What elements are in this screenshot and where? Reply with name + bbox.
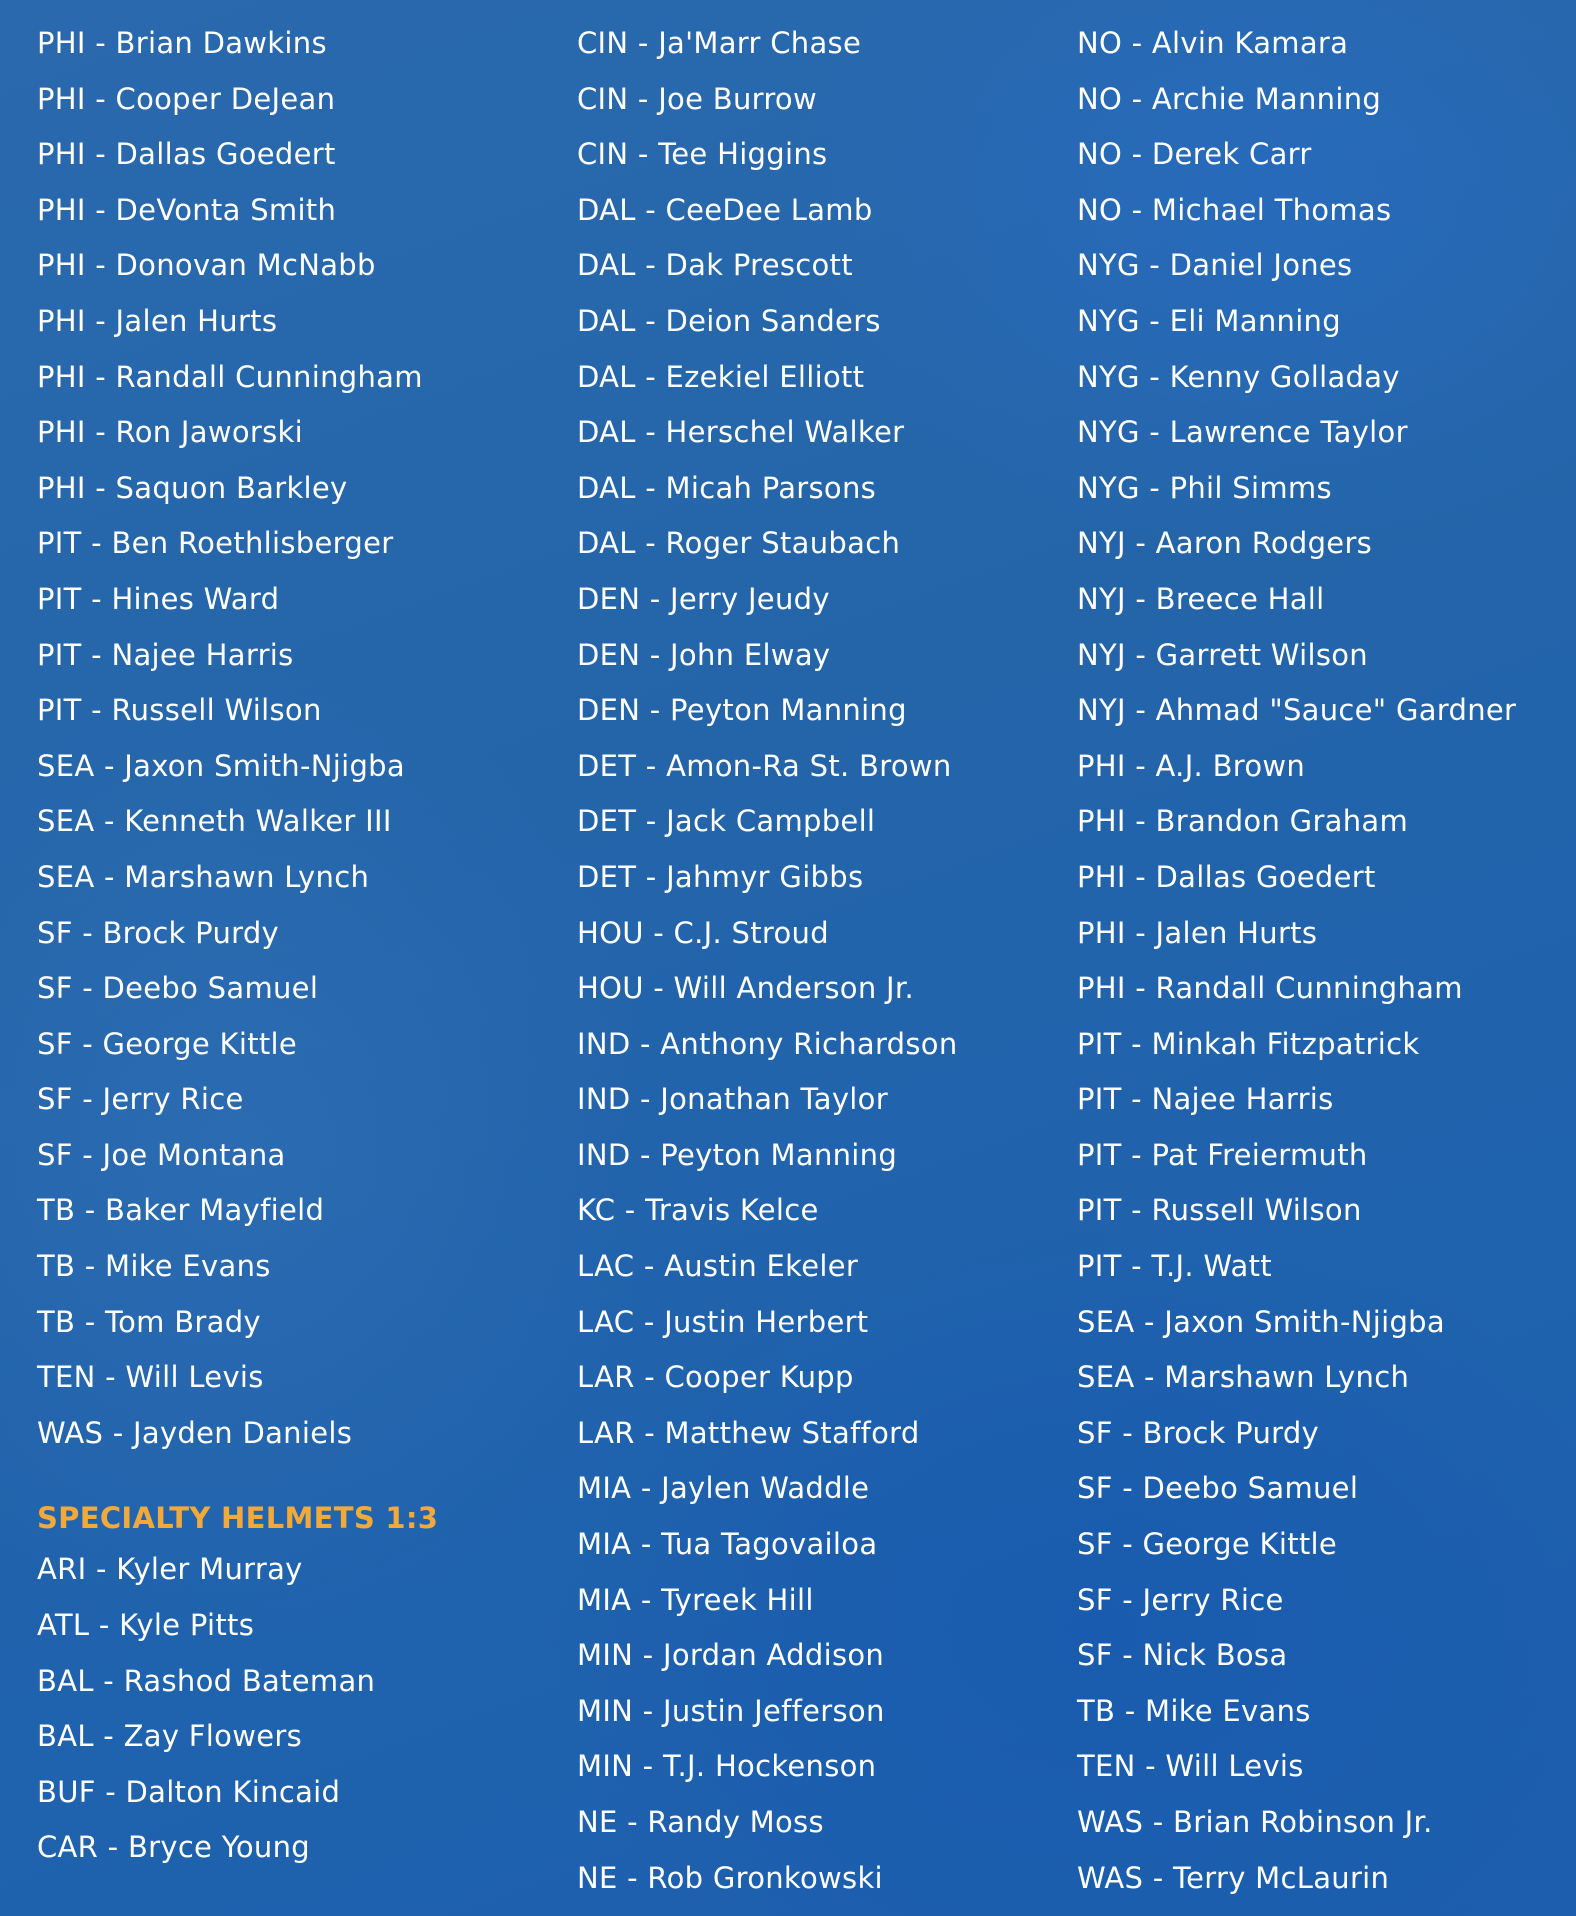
checklist-item: PIT - Najee Harris (1077, 1082, 1334, 1117)
checklist-item: MIA - Tua Tagovailoa (577, 1527, 878, 1562)
checklist-item: NO - Michael Thomas (1077, 192, 1392, 227)
checklist-item: DAL - Deion Sanders (577, 303, 881, 338)
checklist-item: DAL - Herschel Walker (577, 415, 905, 450)
checklist-item: TB - Mike Evans (37, 1249, 271, 1284)
checklist-item: DAL - CeeDee Lamb (577, 192, 873, 227)
checklist-column-1 (37, 16, 557, 1876)
checklist-item: NYJ - Aaron Rodgers (1077, 526, 1373, 561)
checklist-item: SEA - Jaxon Smith-Njigba (37, 748, 405, 783)
checklist-item: IND - Jonathan Taylor (577, 1082, 888, 1117)
checklist-column-2 (577, 16, 1057, 1906)
section-heading-specialty-helmets: SPECIALTY HELMETS 1:3 (37, 1501, 439, 1536)
checklist-item: SF - George Kittle (1077, 1527, 1338, 1562)
checklist-item: BUF - Dalton Kincaid (37, 1774, 341, 1809)
checklist-item: SF - Deebo Samuel (37, 971, 319, 1006)
checklist-item: MIA - Tyreek Hill (577, 1582, 814, 1617)
checklist-item: CIN - Joe Burrow (577, 81, 817, 116)
checklist-item: NE - Rob Gronkowski (577, 1860, 883, 1895)
checklist-item: IND - Anthony Richardson (577, 1026, 958, 1061)
checklist-item: DAL - Micah Parsons (577, 470, 877, 505)
checklist-item: PHI - Randall Cunningham (37, 359, 423, 394)
checklist-item: SEA - Marshawn Lynch (1077, 1360, 1410, 1395)
checklist-item: NYG - Daniel Jones (1077, 248, 1353, 283)
checklist-item: TB - Mike Evans (1077, 1693, 1311, 1728)
checklist-item: KC - Travis Kelce (577, 1193, 819, 1228)
checklist-item: PHI - Donovan McNabb (37, 248, 376, 283)
checklist-item: NYJ - Ahmad "Sauce" Gardner (1077, 693, 1517, 728)
checklist-item: NO - Archie Manning (1077, 81, 1382, 116)
checklist-item: ARI - Kyler Murray (37, 1552, 303, 1587)
checklist-item: BAL - Rashod Bateman (37, 1663, 376, 1698)
checklist-item: ATL - Kyle Pitts (37, 1608, 255, 1643)
checklist-item: TB - Baker Mayfield (37, 1193, 325, 1228)
checklist-item: PIT - Russell Wilson (1077, 1193, 1362, 1228)
checklist-item: PHI - Brian Dawkins (37, 26, 327, 60)
checklist-item: NO - Derek Carr (1077, 137, 1312, 172)
checklist-item: PIT - Russell Wilson (37, 693, 322, 728)
checklist-item: NYG - Phil Simms (1077, 470, 1332, 505)
checklist-item: SF - Deebo Samuel (1077, 1471, 1359, 1506)
checklist-item: SEA - Marshawn Lynch (37, 859, 370, 894)
checklist-item: DAL - Dak Prescott (577, 248, 853, 283)
checklist-item: HOU - Will Anderson Jr. (577, 971, 914, 1006)
checklist-item: PHI - Randall Cunningham (1077, 971, 1463, 1006)
checklist-item: MIN - Justin Jefferson (577, 1693, 885, 1728)
checklist-item: WAS - Jayden Daniels (37, 1415, 353, 1450)
checklist-item: MIN - T.J. Hockenson (577, 1749, 877, 1784)
checklist-item: PHI - DeVonta Smith (37, 192, 337, 227)
checklist-item: DEN - John Elway (577, 637, 831, 672)
checklist-item: SEA - Kenneth Walker III (37, 804, 392, 839)
checklist-item: DEN - Jerry Jeudy (577, 581, 830, 616)
checklist-item: SF - Jerry Rice (1077, 1582, 1284, 1617)
checklist-item: SF - Jerry Rice (37, 1082, 244, 1117)
checklist-item: HOU - C.J. Stroud (577, 915, 829, 950)
checklist-item: CAR - Bryce Young (37, 1830, 310, 1865)
checklist-item: BAL - Zay Flowers (37, 1719, 302, 1754)
checklist-item: PIT - Pat Freiermuth (1077, 1137, 1368, 1172)
checklist-item: PHI - Ron Jaworski (37, 415, 304, 450)
checklist-item: PHI - Jalen Hurts (1077, 915, 1318, 950)
checklist-item: PIT - Minkah Fitzpatrick (1077, 1026, 1420, 1061)
checklist-item: NYG - Lawrence Taylor (1077, 415, 1408, 450)
checklist-item: PHI - Cooper DeJean (37, 81, 336, 116)
checklist-item: PIT - Hines Ward (37, 581, 280, 616)
checklist-item: MIN - Jordan Addison (577, 1638, 885, 1673)
checklist-item: LAR - Cooper Kupp (577, 1360, 854, 1395)
checklist-item: WAS - Terry McLaurin (1077, 1860, 1390, 1895)
checklist-item: WAS - Brian Robinson Jr. (1077, 1805, 1433, 1839)
checklist-item: PHI - Dallas Goedert (1077, 859, 1376, 894)
checklist-column-3 (1077, 16, 1567, 1906)
checklist-item: DET - Jack Campbell (577, 804, 876, 839)
section-spacer (37, 1461, 557, 1494)
checklist-item: DET - Jahmyr Gibbs (577, 859, 864, 894)
checklist-item: DAL - Roger Staubach (577, 526, 901, 561)
checklist-item: NYG - Eli Manning (1077, 303, 1341, 338)
checklist-item: SF - Brock Purdy (37, 915, 280, 950)
checklist-item: CIN - Ja'Marr Chase (577, 26, 862, 60)
checklist-item: PHI - A.J. Brown (1077, 748, 1306, 783)
checklist-item: LAC - Justin Herbert (577, 1304, 869, 1339)
checklist-item: SF - George Kittle (37, 1026, 298, 1061)
checklist-item: PIT - Najee Harris (37, 637, 294, 672)
checklist-item: NYJ - Garrett Wilson (1077, 637, 1368, 672)
checklist-item: TEN - Will Levis (1077, 1749, 1304, 1784)
checklist-item: DET - Amon-Ra St. Brown (577, 748, 952, 783)
checklist-item: TB - Tom Brady (37, 1304, 261, 1339)
checklist-item: SEA - Jaxon Smith-Njigba (1077, 1304, 1445, 1339)
checklist-item: LAC - Austin Ekeler (577, 1249, 859, 1284)
checklist-item: PIT - T.J. Watt (1077, 1249, 1272, 1284)
checklist-item: SF - Nick Bosa (1077, 1638, 1288, 1673)
checklist-item: MIA - Jaylen Waddle (577, 1471, 870, 1506)
checklist-item: DEN - Peyton Manning (577, 693, 907, 728)
checklist-item: PHI - Dallas Goedert (37, 137, 336, 172)
checklist-item: NE - Randy Moss (577, 1805, 824, 1839)
checklist-item: TEN - Will Levis (37, 1360, 264, 1395)
checklist-item: CIN - Tee Higgins (577, 137, 828, 172)
checklist-item: SF - Joe Montana (37, 1137, 286, 1172)
checklist-item: NYJ - Breece Hall (1077, 581, 1325, 616)
checklist-item: PHI - Jalen Hurts (37, 303, 278, 338)
checklist-item: DAL - Ezekiel Elliott (577, 359, 865, 394)
checklist-item: LAR - Matthew Stafford (577, 1415, 920, 1450)
checklist-item: IND - Peyton Manning (577, 1137, 898, 1172)
checklist-item: NO - Alvin Kamara (1077, 26, 1349, 60)
checklist-item: PHI - Brandon Graham (1077, 804, 1409, 839)
checklist-item: PHI - Saquon Barkley (37, 470, 348, 505)
checklist-item: SF - Brock Purdy (1077, 1415, 1320, 1450)
checklist-item: PIT - Ben Roethlisberger (37, 526, 394, 561)
checklist-item: NYG - Kenny Golladay (1077, 359, 1400, 394)
